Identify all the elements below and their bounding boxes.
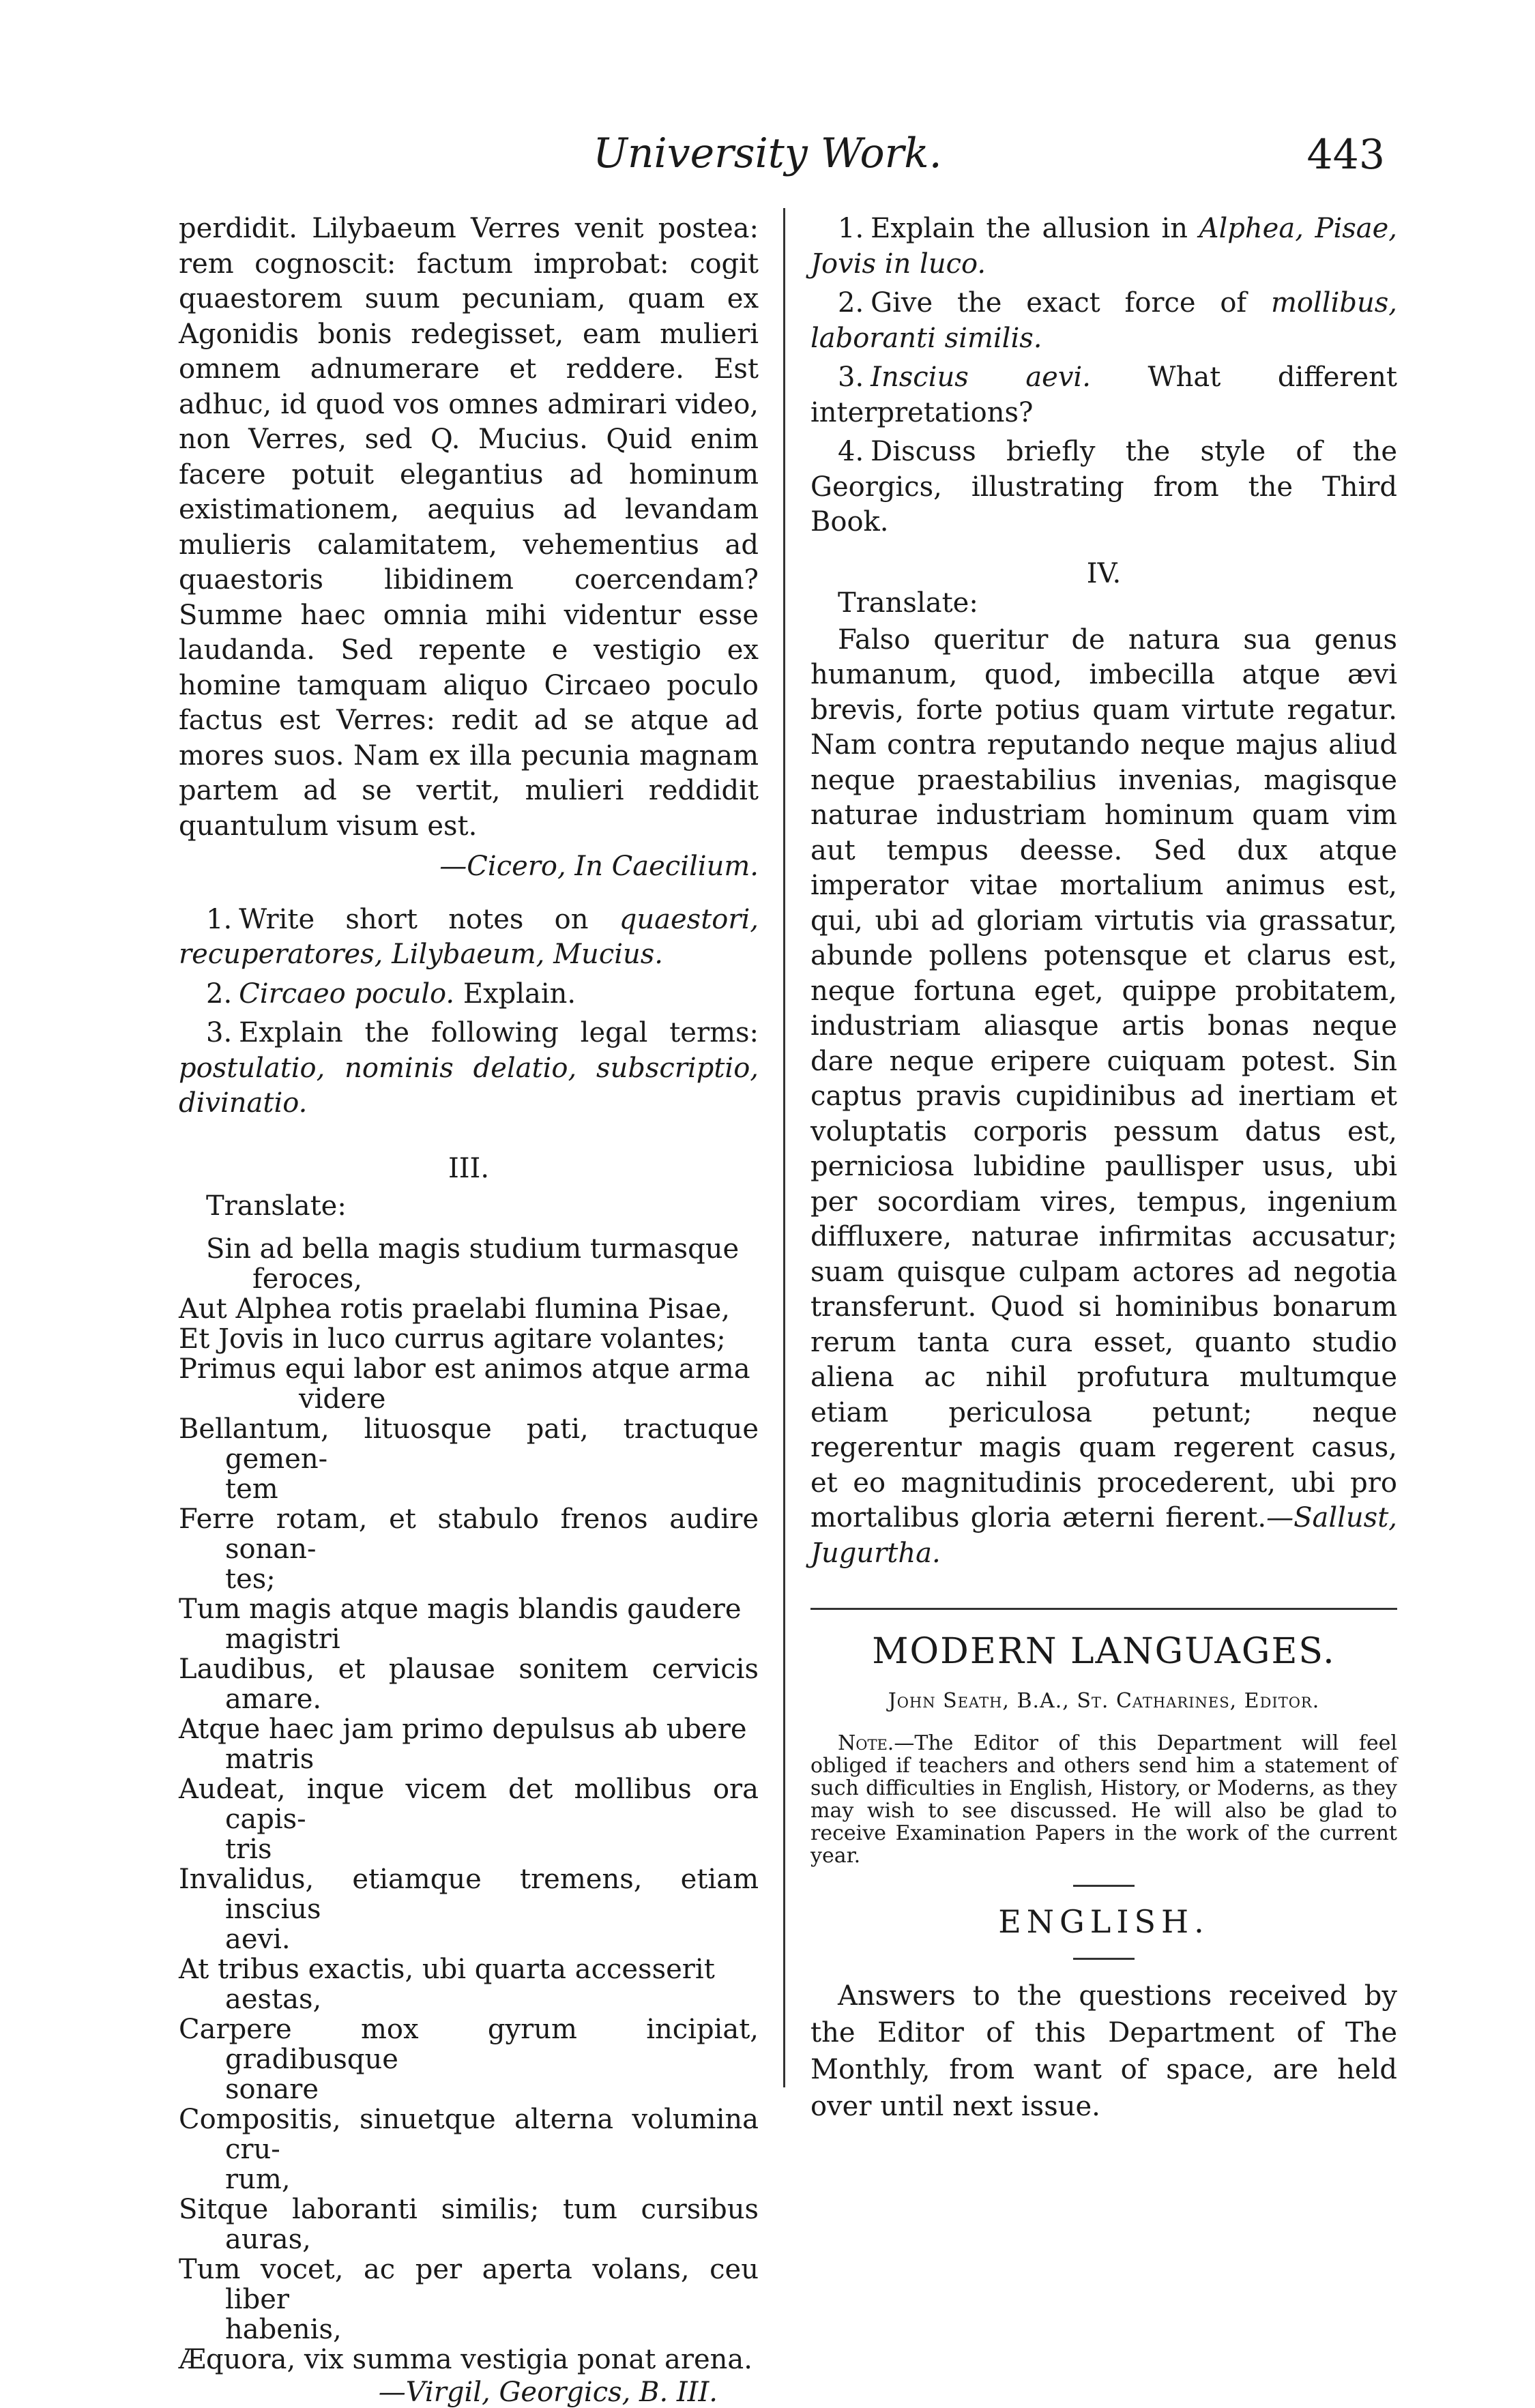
question-item	[179, 977, 759, 1012]
poem-line: Invalidus, etiamque tremens, etiam inscius aevi.	[179, 1863, 759, 1955]
question-item	[810, 360, 1397, 430]
poem-line: At tribus exactis, ubi quarta accesserit aestas,	[179, 1953, 715, 2015]
sallust-attribution: —Sallust, Jugurtha.	[810, 1502, 1397, 1569]
question-number: 4.	[838, 436, 864, 467]
question-number: 3.	[838, 362, 864, 393]
question-text: Write short notes on	[239, 903, 619, 935]
question-number: 1.	[838, 213, 864, 244]
poem-line: Æquora, vix summa vestigia ponat arena.	[179, 2343, 752, 2375]
question-item	[179, 1016, 759, 1121]
latin-prose-passage: perdidit. Lilybaeum Verres venit postea: rem cognoscit: factum improbat: cogit quaestorem suum pecuniam, quam ex Agonidis bonis redegisset, eam mulieri omnem adnumerare et reddere. Est adhuc, id quod vos omnes admirari video, non Verres, sed Q. Mucius. Quid enim facere potuit elegantius ad hominum existimationem, aequius ad levandam mulieris calamitatem, vehementius ad quaestoris libidinem coercendam? Summe haec omnia mihi videntur esse laudanda. Sed repente e vestigio ex homine tamquam aliquo Circaeo poculo factus est Verres: redit ad se atque ad mores suos. Nam ex illa pecunia magnam partem ad se vertit, mulieri reddidit quantulum visum est.	[179, 213, 759, 842]
question-italic: Circaeo poculo.	[239, 978, 455, 1010]
short-rule	[1073, 1885, 1135, 1887]
poem-line: Audeat, inque vicem det mollibus ora capis- tris	[179, 1773, 759, 1865]
editor-note	[810, 1732, 1397, 1867]
right-column	[810, 211, 1397, 2125]
poem-line: Sin ad bella magis studium turmasque feroces,	[206, 1233, 740, 1295]
poem-line: Primus equi labor est animos atque arma videre	[179, 1353, 750, 1415]
virgil-questions	[810, 211, 1397, 540]
question-text: Discuss briefly the style of the Georgics, illustrating from the Third Book.	[810, 436, 1397, 538]
english-heading: ENGLISH.	[998, 1903, 1210, 1940]
question-italic: quaestori, recuperatores, Lilybaeum, Mucius.	[179, 903, 759, 970]
poem-line: Tum vocet, ac per aperta volans, ceu liber habenis,	[179, 2253, 759, 2345]
question-item	[810, 286, 1397, 356]
question-text: What different interpretations?	[810, 362, 1398, 428]
cicero-attribution: —Cicero, In Caecilium.	[439, 851, 759, 882]
poem-line: Atque haec jam primo depulsus ab ubere matris	[179, 1713, 747, 1775]
question-italic: Inscius aevi.	[871, 362, 1091, 393]
question-number: 2.	[838, 287, 864, 319]
poem-line: Aut Alphea rotis praelabi flumina Pisae,	[179, 1293, 730, 1325]
question-item	[810, 435, 1397, 540]
question-italic: Alphea, Pisae, Jovis in luco.	[810, 213, 1397, 280]
note-text: —The Editor of this Department will feel obliged if teachers and others send him a statement of such difficulties in English, History, or Moderns, as they may wish to see discussed. He will also be glad to receive Examination Papers in the work of the current year.	[810, 1731, 1397, 1868]
question-text: Explain the allusion in	[871, 213, 1199, 244]
modern-languages-heading: MODERN LANGUAGES.	[872, 1631, 1336, 1672]
virgil-attribution: —Virgil, Georgics, B. III.	[378, 2376, 718, 2408]
running-head-title: University Work.	[593, 130, 942, 177]
poem-line: Carpere mox gyrum incipiat, gradibusque sonare	[179, 2013, 759, 2105]
virgil-poem	[179, 1234, 759, 2407]
poem-line: Tum magis atque magis blandis gaudere magistri	[179, 1593, 742, 1655]
left-column	[179, 211, 759, 2407]
question-italic: postulatio, nominis delatio, subscriptio, divinatio.	[179, 1052, 759, 1119]
translate-label: Translate:	[838, 587, 978, 619]
section-heading-iv: IV.	[1086, 557, 1122, 589]
column-divider	[783, 208, 785, 2087]
poem-line: Ferre rotam, et stabulo frenos audire sonan- tes;	[179, 1503, 759, 1595]
question-italic: mollibus, laboranti similis.	[810, 287, 1397, 354]
page-number: 443	[1306, 131, 1385, 179]
note-label: Note.	[838, 1731, 894, 1755]
section-heading-iii: III.	[448, 1152, 490, 1184]
cicero-questions	[179, 902, 759, 1121]
poem-line: Et Jovis in luco currus agitare volantes;	[179, 1323, 726, 1355]
question-number: 3.	[206, 1017, 233, 1048]
poem-line: Compositis, sinuetque alterna volumina cru- rum,	[179, 2103, 759, 2195]
poem-line: Sitque laboranti similis; tum cursibus auras,	[179, 2193, 759, 2255]
sallust-text: Falso queritur de natura sua genus humanum, quod, imbecilla atque ævi brevis, forte potius quam virtute regatur. Nam contra reputando neque majus aliud neque praestabilius invenias, magisque naturae industriam hominum quam vim aut tempus deesse. Sed dux atque imperator vitae mortalium animus est, qui, ubi ad gloriam virtutis via grassatur, abunde pollens potensque et clarus est, neque fortuna eget, quippe probitatem, industriam aliasque artis bonas neque dare neque eripere cuiquam potest. Sin captus pravis cupidinibus ad inertiam et voluptatis corporis pessum datus est, perniciosa lubidine paullisper usus, ubi per socordiam vires, tempus, ingenium diffluxere, naturae infirmitas accusatur; suam quisque culpam actores ad negotia transferunt. Quod si hominibus bonarum rerum tanta cura esset, quanto studio aliena ac nihil profutura multumque etiam periculosa petunt; neque regerentur magis quam regerent casus, et eo magnitudinis procederent, ubi pro mortalibus gloria æterni fierent.	[810, 623, 1397, 1533]
section-rule	[810, 1608, 1397, 1610]
question-item	[810, 211, 1397, 282]
question-text: Explain.	[454, 978, 576, 1010]
translate-label: Translate:	[206, 1190, 347, 1222]
poem-line: Bellantum, lituosque pati, tractuque gemen- tem	[179, 1413, 759, 1505]
short-rule	[1073, 1958, 1135, 1960]
editor-line: John Seath, B.A., St. Catharines, Editor.	[888, 1688, 1320, 1713]
question-number: 1.	[206, 903, 233, 935]
poem-line: Laudibus, et plausae sonitem cervicis amare.	[179, 1653, 759, 1715]
sallust-passage	[810, 623, 1397, 1572]
answers-paragraph: Answers to the questions received by the Editor of this Department of The Monthly, from want of space, are held over until next issue.	[810, 1980, 1397, 2122]
question-item	[179, 902, 759, 973]
question-text: Give the exact force of	[871, 287, 1271, 319]
question-number: 2.	[206, 978, 233, 1010]
question-text: Explain the following legal terms:	[239, 1017, 759, 1048]
